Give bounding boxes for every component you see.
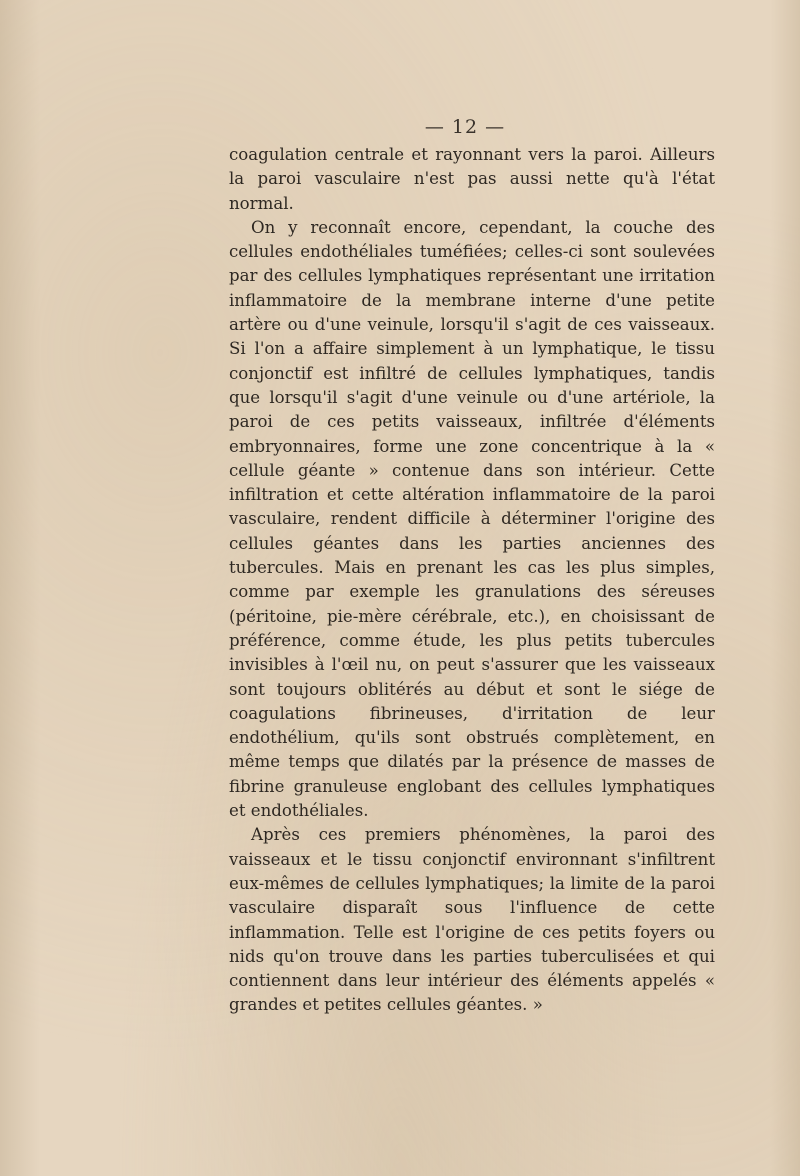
page-edge-shadow-left [0,0,40,1176]
paragraph-3: Après ces premiers phénomènes, la paroi des vaisseaux et le tissu conjonctif environnant s'infiltrent eux-mêmes de cellules lymphatiques; la limite de la paroi vasculaire disparaît sous l'influence de cette inflammation. Telle est l'origine de ces petits foyers ou nids qu'on trouve dans les parties tuberculisées et qui contiennent dans leur intérieur des éléments appelés « grandes et petites cellules géantes. » [229,825,715,1015]
page-edge-shadow-right [770,0,800,1176]
paragraph-1: coagulation centrale et rayonnant vers la paroi. Ailleurs la paroi vasculaire n'est pas aussi nette qu'à l'état normal. [229,145,715,213]
body-text [229,143,715,1018]
paragraph-2: On y reconnaît encore, cependant, la couche des cellules endothéliales tuméfiées; celles-ci sont soulevées par des cellules lymphatiques représentant une irritation inflammatoire de la membrane interne d'une petite artère ou d'une veinule, lorsqu'il s'agit de ces vaisseaux. Si l'on a affaire simplement à un lymphatique, le tissu conjonctif est infiltré de cellules lymphatiques, tandis que lorsqu'il s'agit d'une veinule ou d'une artériole, la paroi de ces petits vaisseaux, infiltrée d'éléments embryonnaires, forme une zone concentrique à la « cellule géante » contenue dans son intérieur. Cette infiltration et cette altération inflammatoire de la paroi vasculaire, rendent difficile à déterminer l'origine des cellules géantes dans les parties anciennes des tubercules. Mais en prenant les cas les plus simples, comme par exemple les granulations des séreuses (péritoine, pie-mère cérébrale, etc.), en choisissant de préférence, comme étude, les plus petits tubercules invisibles à l'œil nu, on peut s'assurer que les vaisseaux sont toujours oblitérés au début et sont le siége de coagulations fibrineuses, d'irritation de leur endothélium, qu'ils sont obstrués complètement, en même temps que dilatés par la présence de masses de fibrine granuleuse englobant des cellules lymphatiques et endothéliales. [229,217,715,821]
page-number: — 12 — [424,116,506,138]
